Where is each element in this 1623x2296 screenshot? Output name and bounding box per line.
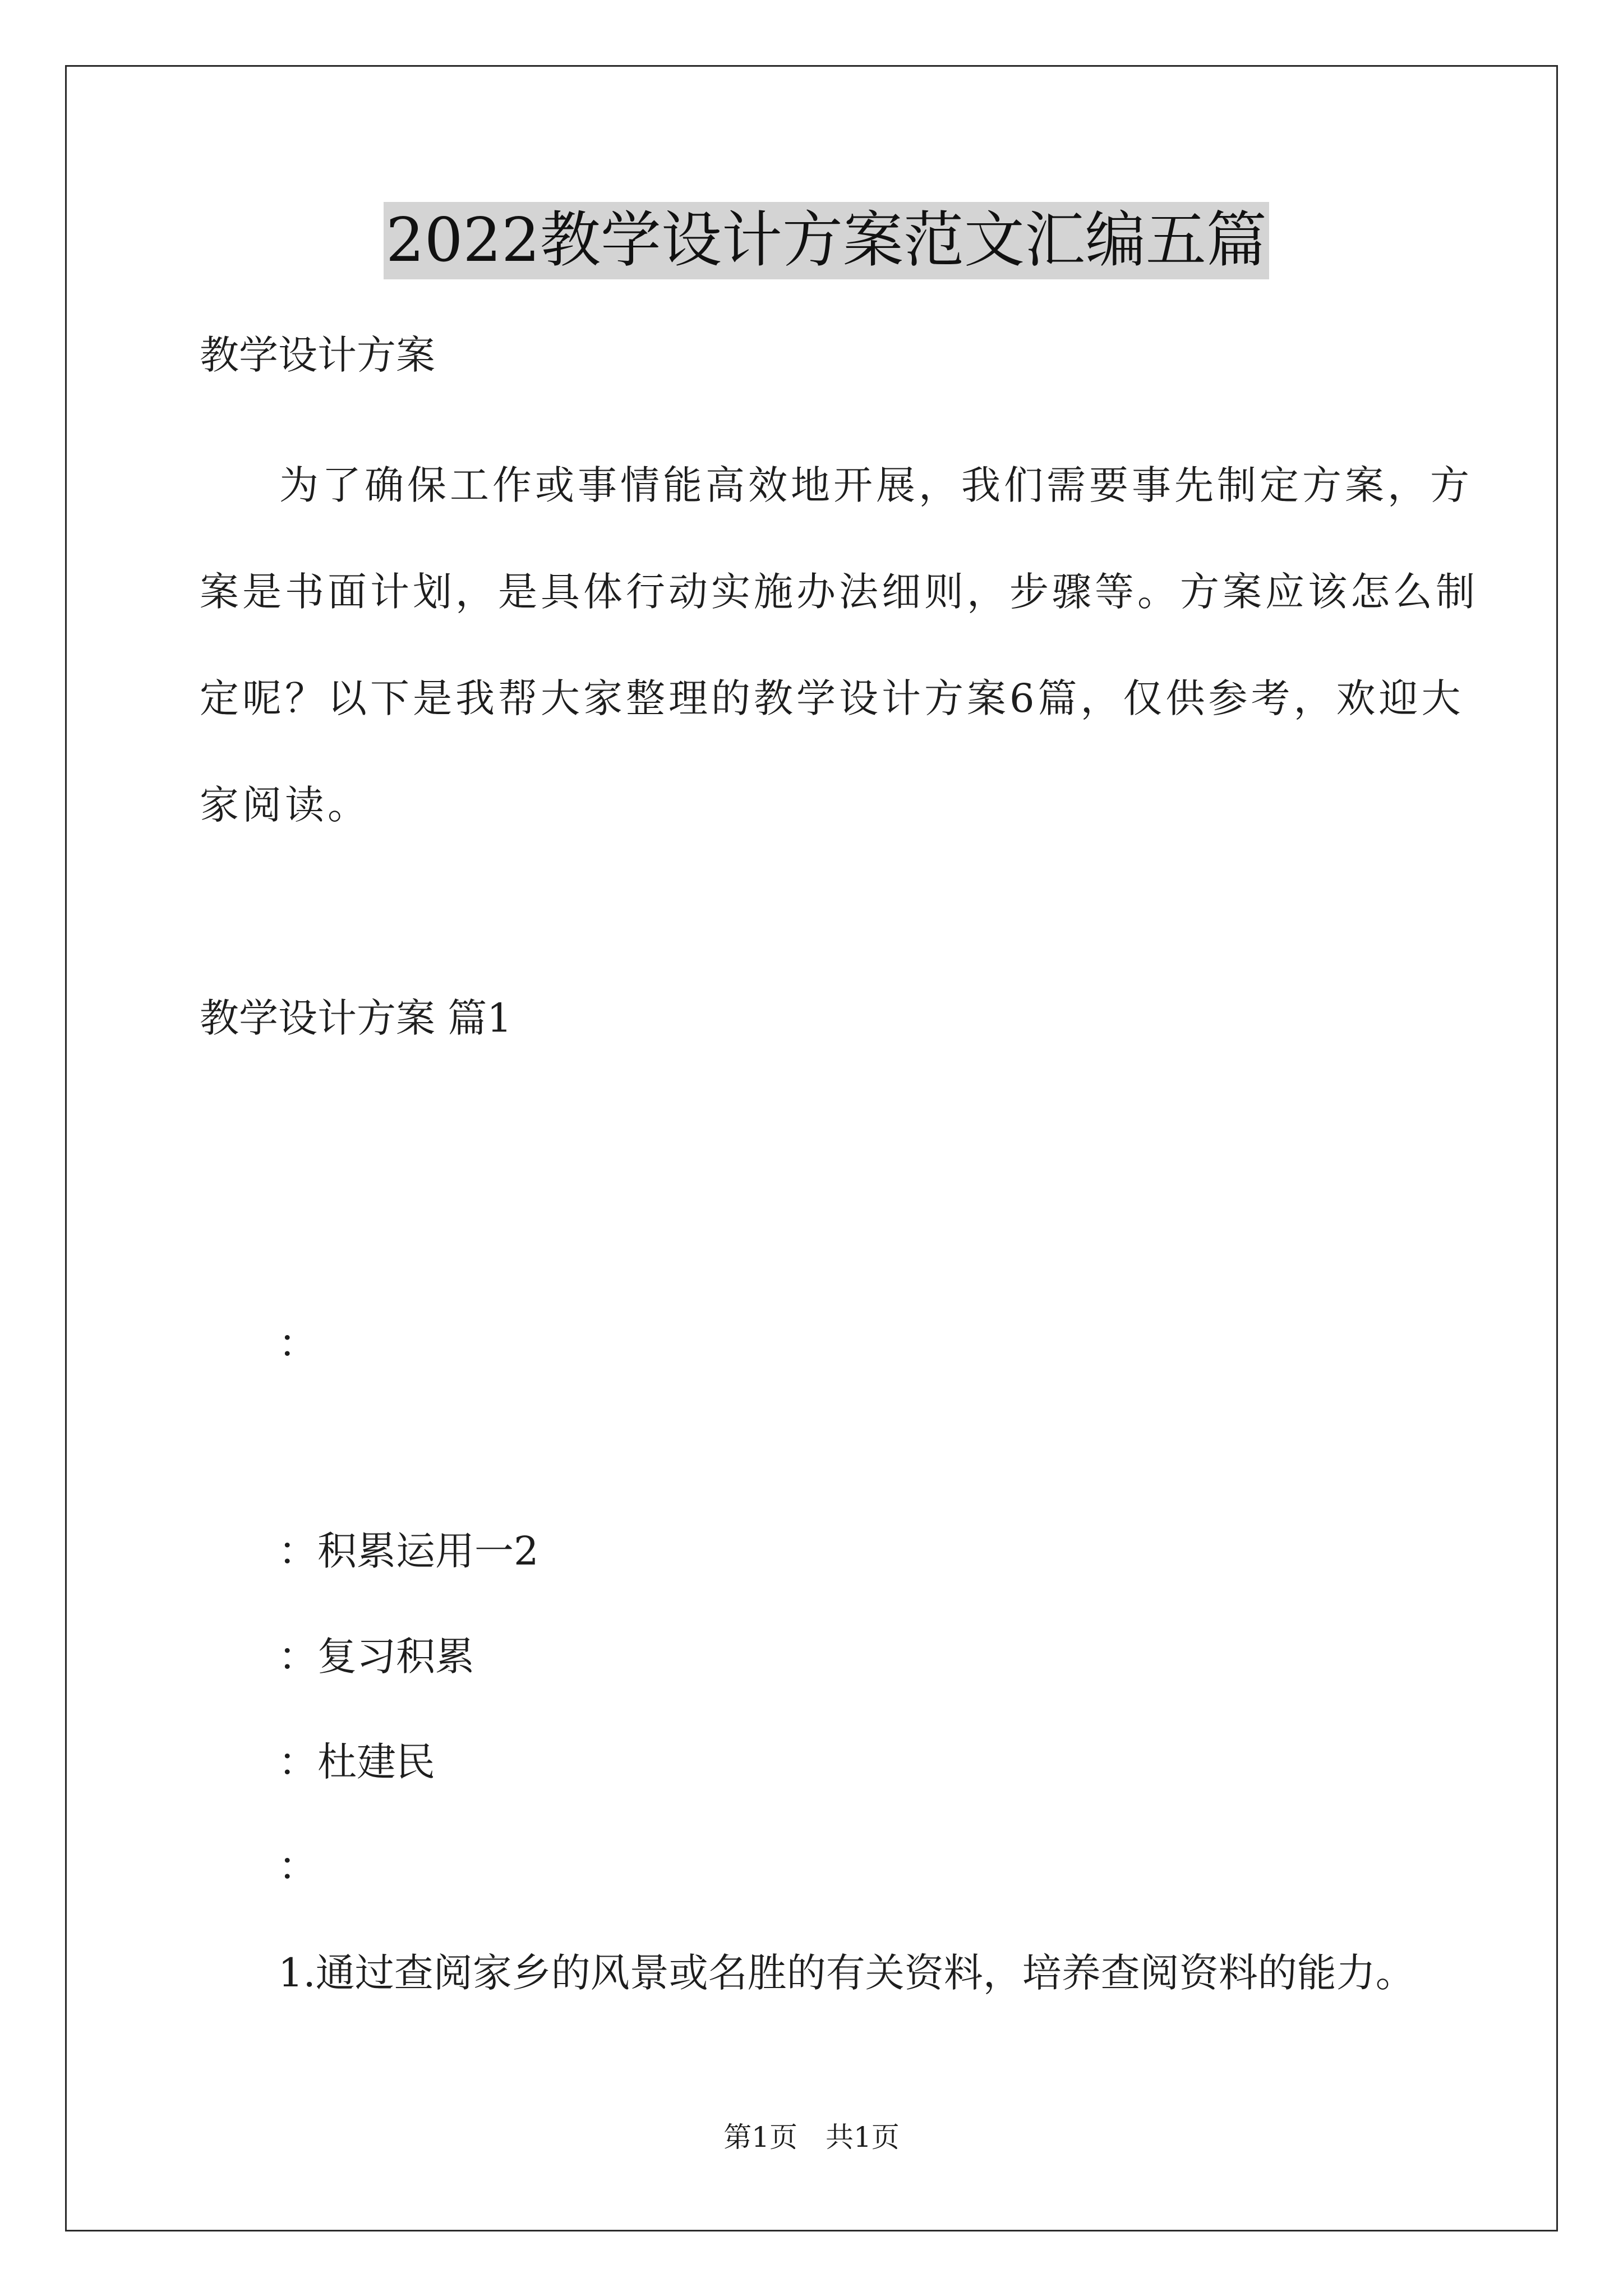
- field-line-2: ：积累运用一2: [278, 1528, 539, 1574]
- page-border: [65, 65, 1558, 2231]
- intro-line-4: 家阅读。: [200, 782, 370, 828]
- intro-line-2: 案是书面计划，是具体行动实施办法细则，步骤等。方案应该怎么制: [200, 569, 1478, 615]
- page-footer: [0, 2120, 1623, 2154]
- intro-line-1: 为了确保工作或事情能高效地开展，我们需要事先制定方案，方: [279, 462, 1473, 508]
- objective-line-1: 1.通过查阅家乡的风景或名胜的有关资料，培养查阅资料的能力。: [278, 1950, 1415, 1996]
- page-total: 共1页: [826, 2121, 900, 2154]
- field-line-5: ：: [278, 1843, 317, 1889]
- field-line-4: ：杜建民: [278, 1739, 435, 1785]
- page-number: 第1页: [723, 2121, 797, 2154]
- part-heading: 教学设计方案 篇1: [200, 995, 512, 1041]
- field-line-3: ：复习积累: [278, 1634, 474, 1680]
- section-heading: 教学设计方案: [200, 332, 435, 378]
- intro-line-3: 定呢？以下是我帮大家整理的教学设计方案6篇，仅供参考，欢迎大: [200, 675, 1464, 721]
- field-line-1: ：: [278, 1320, 317, 1366]
- document-title: 2022教学设计方案范文汇编五篇: [384, 202, 1269, 279]
